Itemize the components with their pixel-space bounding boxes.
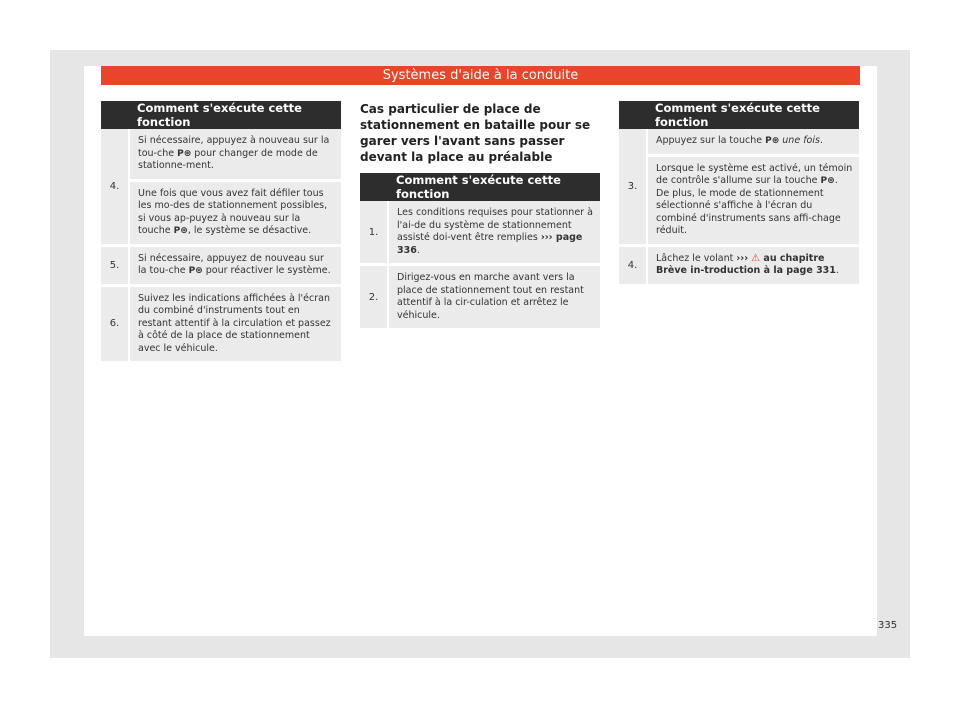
warning-icon: ⚠ (751, 252, 761, 264)
page-reference-link[interactable]: ››› page 336 (397, 232, 583, 256)
step-paragraph: Lorsque le système est activé, un témoin de contrôle s'allume sur la touche P⊛. De plus, le mode de stationnement sélectionné s'affiche à l'écran du combiné d'instruments sans affi-chage réduit. (648, 154, 859, 238)
page-number: 335 (878, 620, 898, 631)
table-header: Comment s'exécute cette fonction (647, 101, 859, 129)
chapter-reference-link[interactable]: au chapitre Brève in-troduction à la page 331 (656, 252, 836, 276)
step-paragraph: Une fois que vous avez fait défiler tous les mo-des de stationnement possibles, si vous ap-puyez à nouveau sur la touche P⊛, le système se désactive. (130, 179, 341, 238)
column-middle (360, 101, 600, 331)
table-row (619, 129, 859, 245)
column-right (619, 101, 859, 287)
table-row (619, 245, 859, 285)
table-header: Comment s'exécute cette fonction (388, 173, 600, 201)
step-paragraph: Appuyez sur la touche P⊛ une fois. (656, 135, 823, 146)
table-header-num (360, 173, 388, 201)
step-text (129, 129, 341, 245)
table-row (360, 201, 600, 265)
step-number: 1. (360, 201, 388, 265)
table-row (101, 129, 341, 245)
table-header-num (101, 101, 129, 129)
table-row (101, 285, 341, 363)
table-row (360, 265, 600, 330)
step-text: Si nécessaire, appuyez de nouveau sur la tou-che P⊛ pour réactiver le système. (129, 245, 341, 285)
step-number: 6. (101, 285, 129, 363)
section-title: Cas particulier de place de stationnement en bataille pour se garer vers l'avant sans passer devant la place au préalable (360, 102, 591, 164)
column-left (101, 101, 341, 364)
step-number: 4. (619, 245, 647, 285)
park-assist-icon: P⊛ (820, 176, 835, 186)
step-text: Dirigez-vous en marche avant vers la place de stationnement tout en restant attentif à la cir-culation et arrêtez le véhicule. (388, 265, 600, 330)
steps-table (619, 101, 859, 287)
park-assist-icon: P⊛ (173, 226, 188, 236)
step-number: 5. (101, 245, 129, 285)
table-header-num (619, 101, 647, 129)
step-text (647, 129, 859, 245)
step-number: 4. (101, 129, 129, 245)
park-assist-icon: P⊛ (188, 266, 203, 276)
step-text: Suivez les indications affichées à l'écran du combiné d'instruments tout en restant attentif à la circulation et passez à côté de la place de stationnement avec le véhicule. (129, 285, 341, 363)
step-number: 3. (619, 129, 647, 245)
step-number: 2. (360, 265, 388, 330)
page-header: Systèmes d'aide à la conduite (101, 66, 860, 85)
table-row (101, 245, 341, 285)
step-text: Les conditions requises pour stationner à l'ai-de du système de stationnement assisté doi-vent être remplies ››› page 336. (388, 201, 600, 265)
park-assist-icon: P⊛ (765, 136, 780, 146)
reference-arrows[interactable]: ››› (736, 252, 749, 264)
steps-table (360, 173, 600, 331)
table-header: Comment s'exécute cette fonction (129, 101, 341, 129)
park-assist-icon: P⊛ (177, 148, 192, 159)
steps-table (101, 101, 341, 364)
step-paragraph: Si nécessaire, appuyez à nouveau sur la tou-che P⊛ pour changer de mode de stationne-ment. (138, 135, 330, 171)
step-text: Lâchez le volant ››› ⚠ au chapitre Brève in-troduction à la page 331. (647, 245, 859, 285)
